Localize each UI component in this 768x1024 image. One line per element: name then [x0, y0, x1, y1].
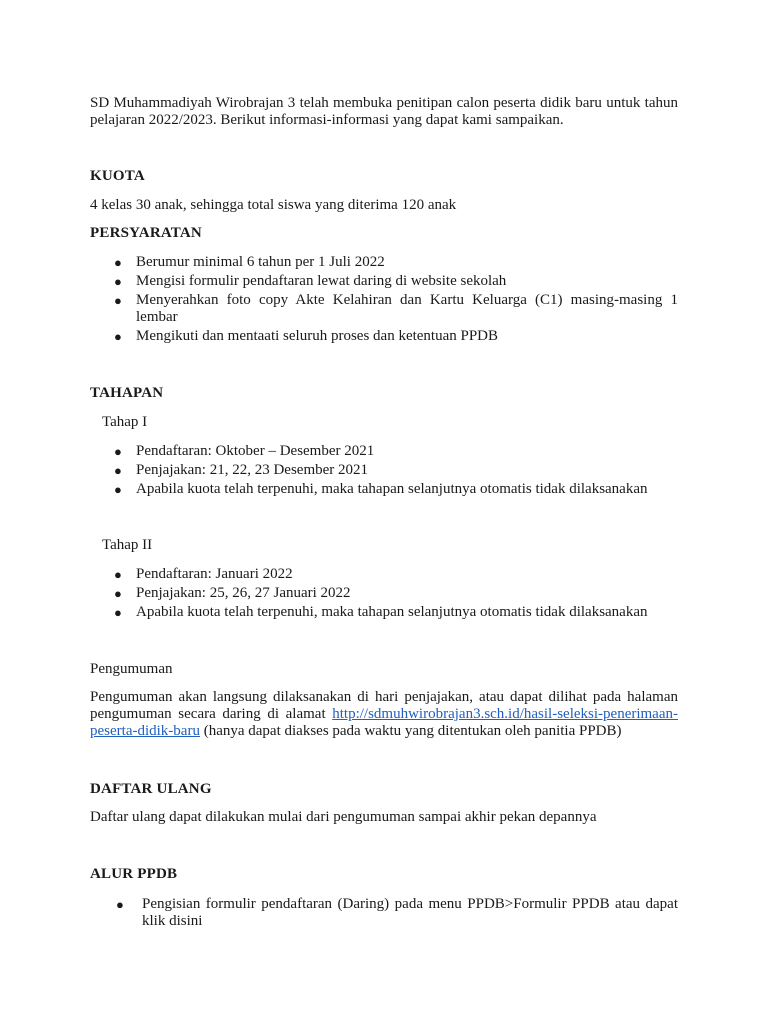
list-item: ● Pengisian formulir pendaftaran (Daring) pada menu PPDB>Formulir PPDB atau dapat klik disini	[116, 896, 678, 929]
bullet-icon: ●	[114, 255, 122, 270]
list-item: ● Menyerahkan foto copy Akte Kelahiran dan Kartu Keluarga (C1) masing-masing 1 lembar	[114, 292, 678, 325]
document-page	[90, 0, 678, 1024]
list-item: ● Mengikuti dan mentaati seluruh proses dan ketentuan PPDB	[114, 328, 499, 344]
bullet-icon: ●	[114, 586, 122, 601]
list-item: ● Penjajakan: 21, 22, 23 Desember 2021	[114, 462, 369, 478]
list-item: ● Berumur minimal 6 tahun per 1 Juli 2022	[114, 254, 385, 270]
list-item: ● Apabila kuota telah terpenuhi, maka tahapan selanjutnya otomatis tidak dilaksanakan	[114, 604, 648, 620]
daftar-ulang-heading: DAFTAR ULANG	[90, 781, 212, 797]
bullet-icon: ●	[114, 567, 122, 582]
pengumuman-heading: Pengumuman	[90, 661, 173, 677]
bullet-icon: ●	[114, 482, 122, 497]
alur-list	[90, 896, 678, 932]
list-item: ● Mengisi formulir pendaftaran lewat daring di website sekolah	[114, 273, 507, 289]
persyaratan-heading: PERSYARATAN	[90, 225, 202, 241]
list-item: ● Apabila kuota telah terpenuhi, maka tahapan selanjutnya otomatis tidak dilaksanakan	[114, 481, 648, 497]
tahap-1-list	[90, 443, 678, 500]
list-item: ● Penjajakan: 25, 26, 27 Januari 2022	[114, 585, 351, 601]
kuota-heading: KUOTA	[90, 168, 145, 184]
pengumuman-paragraph: Pengumuman akan langsung dilaksanakan di hari penjajakan, atau dapat dilihat pada halaman pengumuman secara daring di alamat http://sdmuhwirobrajan3.sch.id/hasil-seleksi-penerimaan-peserta-didik-baru (hanya dapat diakses pada waktu yang ditentukan oleh panitia PPDB)	[90, 689, 678, 739]
kuota-text: 4 kelas 30 anak, sehingga total siswa yang diterima 120 anak	[90, 197, 457, 213]
persyaratan-list	[90, 254, 678, 347]
bullet-icon: ●	[114, 274, 122, 289]
tahap-2-label: Tahap II	[102, 537, 153, 553]
pengumuman-link[interactable]: http://sdmuhwirobrajan3.sch.id/hasil-seleksi-penerimaan-peserta-didik-baru	[90, 706, 678, 739]
tahap-2-list	[90, 566, 678, 623]
bullet-icon: ●	[114, 329, 122, 344]
daftar-ulang-text: Daftar ulang dapat dilakukan mulai dari pengumuman sampai akhir pekan depannya	[90, 809, 597, 825]
list-item: ● Pendaftaran: Oktober – Desember 2021	[114, 443, 375, 459]
bullet-icon: ●	[114, 444, 122, 459]
list-item: ● Pendaftaran: Januari 2022	[114, 566, 293, 582]
bullet-icon: ●	[116, 897, 124, 912]
intro-paragraph: SD Muhammadiyah Wirobrajan 3 telah membuka penitipan calon peserta didik baru untuk tahun pelajaran 2022/2023. Berikut informasi-informasi yang dapat kami sampaikan.	[90, 95, 678, 128]
tahapan-heading: TAHAPAN	[90, 385, 164, 401]
tahap-1-label: Tahap I	[102, 414, 148, 430]
alur-heading: ALUR PPDB	[90, 866, 178, 882]
bullet-icon: ●	[114, 605, 122, 620]
bullet-icon: ●	[114, 293, 122, 308]
bullet-icon: ●	[114, 463, 122, 478]
